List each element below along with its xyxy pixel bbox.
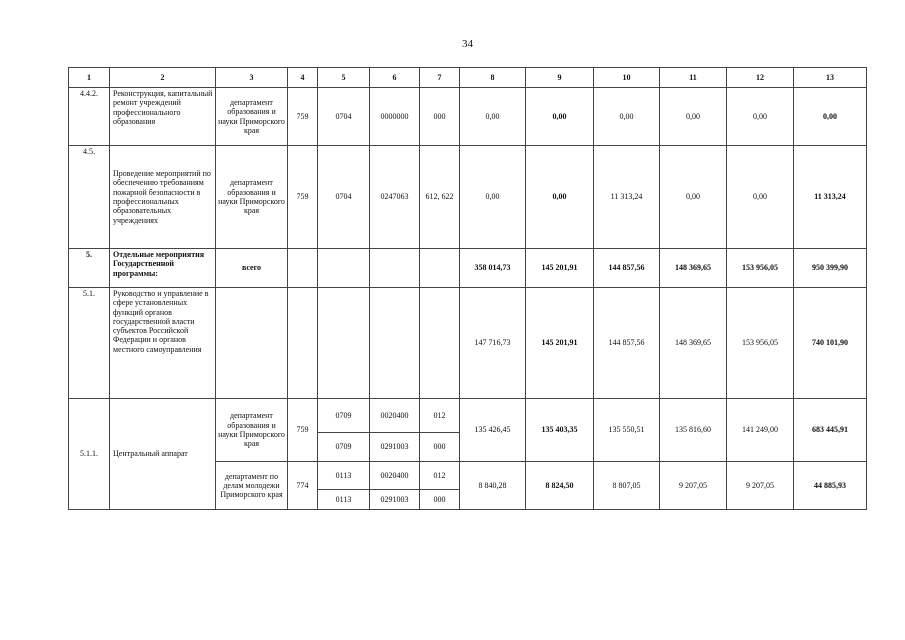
row-value-10: 0,00 xyxy=(594,88,660,146)
row-csr: 0020400 xyxy=(370,399,420,433)
row-csr: 0291003 xyxy=(370,490,420,510)
column-header: 10 xyxy=(594,68,660,88)
row-rz: 0113 xyxy=(318,462,370,490)
row-value-9: 0,00 xyxy=(526,88,594,146)
row-value-8: 135 426,45 xyxy=(460,399,526,462)
column-header: 11 xyxy=(660,68,727,88)
row-grbs: 759 xyxy=(288,399,318,462)
row-value-9: 0,00 xyxy=(526,146,594,249)
row-name: Проведение мероприятий по обеспечению требованиям пожарной безопасности в профессиональных образовательных учреждениях xyxy=(110,146,216,249)
row-value-9: 8 824,50 xyxy=(526,462,594,510)
row-rz: 0704 xyxy=(318,146,370,249)
row-vr: 000 xyxy=(420,88,460,146)
row-code: 4.5. xyxy=(69,146,110,249)
row-value-10: 11 313,24 xyxy=(594,146,660,249)
row-rz xyxy=(318,288,370,399)
row-csr: 0247063 xyxy=(370,146,420,249)
row-code: 5.1. xyxy=(69,288,110,399)
row-value-9: 145 201,91 xyxy=(526,249,594,288)
row-code: 5. xyxy=(69,249,110,288)
row-value-12: 9 207,05 xyxy=(727,462,794,510)
row-csr xyxy=(370,249,420,288)
row-name: Реконструкция, капитальный ремонт учреждений профессионального образования xyxy=(110,88,216,146)
row-value-13: 0,00 xyxy=(794,88,867,146)
table-header-row xyxy=(69,68,867,88)
column-header: 13 xyxy=(794,68,867,88)
table-row xyxy=(69,399,867,433)
row-value-13: 950 399,90 xyxy=(794,249,867,288)
row-value-11: 135 816,60 xyxy=(660,399,727,462)
row-value-12: 141 249,00 xyxy=(727,399,794,462)
row-executor: департамент образования и науки Приморского края xyxy=(216,88,288,146)
row-value-13: 11 313,24 xyxy=(794,146,867,249)
row-value-11: 148 369,65 xyxy=(660,249,727,288)
row-value-8: 0,00 xyxy=(460,146,526,249)
column-header: 12 xyxy=(727,68,794,88)
row-code: 5.1.1. xyxy=(69,399,110,510)
table-row xyxy=(69,146,867,249)
column-header: 1 xyxy=(69,68,110,88)
row-value-9: 145 201,91 xyxy=(526,288,594,399)
row-value-13: 740 101,90 xyxy=(794,288,867,399)
row-name: Руководство и управление в сфере установленных функций органов государственной власти субъектов Российской Федерации и органов местного самоуправления xyxy=(110,288,216,399)
row-name: Центральный аппарат xyxy=(110,399,216,510)
row-rz: 0113 xyxy=(318,490,370,510)
column-header: 9 xyxy=(526,68,594,88)
row-vr xyxy=(420,249,460,288)
row-vr: 012 xyxy=(420,462,460,490)
row-csr: 0020400 xyxy=(370,462,420,490)
row-executor xyxy=(216,288,288,399)
row-value-13: 683 445,91 xyxy=(794,399,867,462)
column-header: 8 xyxy=(460,68,526,88)
row-value-8: 147 716,73 xyxy=(460,288,526,399)
row-value-8: 8 840,28 xyxy=(460,462,526,510)
row-rz xyxy=(318,249,370,288)
row-value-13: 44 885,93 xyxy=(794,462,867,510)
column-header: 6 xyxy=(370,68,420,88)
row-value-8: 0,00 xyxy=(460,88,526,146)
row-code: 4.4.2. xyxy=(69,88,110,146)
row-value-11: 9 207,05 xyxy=(660,462,727,510)
column-header: 2 xyxy=(110,68,216,88)
row-value-12: 153 956,05 xyxy=(727,249,794,288)
row-name: Отдельные мероприятия Государственной программы: xyxy=(110,249,216,288)
table-row xyxy=(69,88,867,146)
row-value-12: 0,00 xyxy=(727,146,794,249)
row-grbs xyxy=(288,288,318,399)
row-value-10: 144 857,56 xyxy=(594,288,660,399)
page-number: 34 xyxy=(462,38,473,50)
row-vr: 000 xyxy=(420,433,460,462)
row-csr: 0291003 xyxy=(370,433,420,462)
row-value-9: 135 403,35 xyxy=(526,399,594,462)
row-executor: департамент по делам молодежи Приморского края xyxy=(216,462,288,510)
row-rz: 0709 xyxy=(318,399,370,433)
row-executor: всего xyxy=(216,249,288,288)
row-grbs xyxy=(288,249,318,288)
row-rz: 0704 xyxy=(318,88,370,146)
column-header: 4 xyxy=(288,68,318,88)
row-grbs: 774 xyxy=(288,462,318,510)
row-executor: департамент образования и науки Приморского края xyxy=(216,146,288,249)
row-vr xyxy=(420,288,460,399)
row-value-10: 144 857,56 xyxy=(594,249,660,288)
row-value-8: 358 014,73 xyxy=(460,249,526,288)
row-value-12: 153 956,05 xyxy=(727,288,794,399)
row-value-11: 148 369,65 xyxy=(660,288,727,399)
column-header: 3 xyxy=(216,68,288,88)
row-value-12: 0,00 xyxy=(727,88,794,146)
row-value-10: 135 550,51 xyxy=(594,399,660,462)
row-vr: 012 xyxy=(420,399,460,433)
column-header: 7 xyxy=(420,68,460,88)
table-row xyxy=(69,249,867,288)
row-grbs: 759 xyxy=(288,88,318,146)
row-csr: 0000000 xyxy=(370,88,420,146)
row-value-10: 8 807,05 xyxy=(594,462,660,510)
table-row xyxy=(69,288,867,399)
row-vr: 000 xyxy=(420,490,460,510)
row-value-11: 0,00 xyxy=(660,88,727,146)
budget-table xyxy=(68,67,867,510)
row-csr xyxy=(370,288,420,399)
row-grbs: 759 xyxy=(288,146,318,249)
row-executor: департамент образования и науки Приморского края xyxy=(216,399,288,462)
row-rz: 0709 xyxy=(318,433,370,462)
column-header: 5 xyxy=(318,68,370,88)
row-value-11: 0,00 xyxy=(660,146,727,249)
row-vr: 612, 622 xyxy=(420,146,460,249)
